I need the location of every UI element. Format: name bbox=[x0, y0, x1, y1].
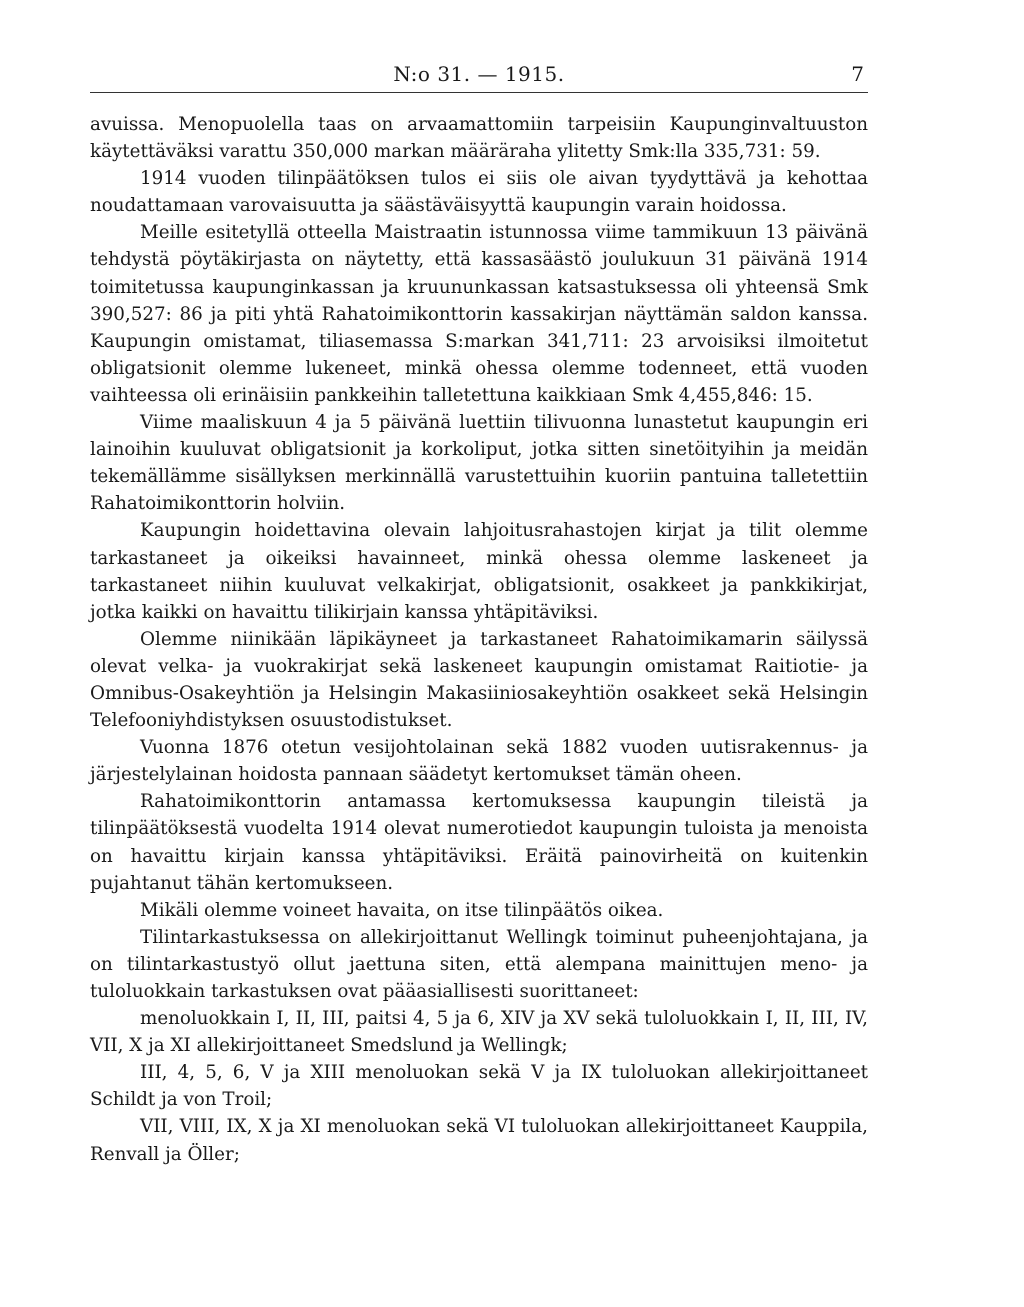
page-header bbox=[90, 58, 868, 93]
paragraph: Olemme niinikään läpikäyneet ja tarkastaneet Rahatoimikamarin säilyssä olevat velka- ja vuokrakirjat sekä laskeneet kaupungin omistamat Raitiotie- ja Omnibus-Osakeyhtiön ja Helsingin Makasiiniosakeyhtiön osakkeet sekä Helsingin Telefooniyhdistyksen osuustodistukset. bbox=[90, 628, 868, 732]
header-title: N:o 31. — 1915. bbox=[393, 62, 565, 86]
paragraph: Tilintarkastuksessa on allekirjoittanut Wellingk toiminut puheenjohtajana, ja on tilintarkastustyö ollut jaettuna siten, että alempana mainittujen meno- ja tuloluokkain tarkastuksen ovat pääasiallisesti suorittaneet: bbox=[90, 926, 868, 1002]
paragraph: Rahatoimikonttorin antamassa kertomuksessa kaupungin tileistä ja tilinpäätöksestä vuodelta 1914 olevat numerotiedot kaupungin tuloista ja menoista on havaittu kirjain kanssa yhtäpitäviksi. Eräitä painovirheitä on kuitenkin pujahtanut tähän kertomukseen. bbox=[90, 791, 868, 894]
paragraph: Vuonna 1876 otetun vesijohtolainan sekä 1882 vuoden uutisrakennus- ja järjestelylainan hoidosta pannaan säädetyt kertomukset tämän oheen. bbox=[90, 737, 868, 786]
paragraph: Kaupungin hoidettavina olevain lahjoitusrahastojen kirjat ja tilit olemme tarkastaneet ja oikeiksi havainneet, minkä ohessa olemme laskeneet ja tarkastaneet niihin kuuluvat velkakirjat, obligatsionit, osakkeet ja pankkikirjat, jotka kaikki on havaittu tilikirjain kanssa yhtäpitäviksi. bbox=[90, 520, 868, 623]
page-number: 7 bbox=[851, 62, 864, 86]
paragraph: Meille esitetyllä otteella Maistraatin istunnossa viime tammikuun 13 päivänä tehdystä pöytäkirjasta on näytetty, että kassasäästö joulukuun 31 päivänä 1914 toimitetussa kaupunginkassan ja kruununkassan katsastuksessa oli yhteensä Smk 390,527: 86 ja piti yhtä Rahatoimikonttorin kassakirjan näyttämän saldon kanssa. Kaupungin omistamat, tiliasemassa S:markan 341,711: 23 arvoisiksi ilmoitetut obligatsionit olemme lukeneet, minkä ohessa olemme todenneet, että vuoden vaihteessa oli erinäisiin pankkeihin talletettuna kaikkiaan Smk 4,455,846: 15. bbox=[90, 222, 868, 406]
paragraph: III, 4, 5, 6, V ja XIII menoluokan sekä V ja IX tuloluokan allekirjoittaneet Schildt ja von Troil; bbox=[90, 1062, 868, 1111]
paragraph: menoluokkain I, II, III, paitsi 4, 5 ja 6, XIV ja XV sekä tuloluokkain I, II, III, IV, VII, X ja XI allekirjoittaneet Smedslund ja Wellingk; bbox=[90, 1008, 868, 1057]
paragraph: VII, VIII, IX, X ja XI menoluokan sekä VI tuloluokan allekirjoittaneet Kauppila, Renvall ja Öller; bbox=[90, 1116, 868, 1165]
body-text bbox=[90, 111, 868, 1168]
paragraph: Viime maaliskuun 4 ja 5 päivänä luettiin tilivuonna lunastetut kaupungin eri lainoihin kuuluvat obligatsionit ja korkoliput, jotka sitten sinetöityihin ja meidän tekemällämme sisällyksen merkinnällä varustettuihin kuoriin pantuina talletettiin Rahatoimikonttorin holviin. bbox=[90, 412, 868, 515]
paragraph: Mikäli olemme voineet havaita, on itse tilinpäätös oikea. bbox=[140, 899, 664, 921]
paragraph: 1914 vuoden tilinpäätöksen tulos ei siis ole aivan tyydyttävä ja kehottaa noudattamaan varovaisuutta ja säästäväisyyttä kaupungin varain hoidossa. bbox=[90, 168, 868, 217]
paragraph: avuissa. Menopuolella taas on arvaamattomiin tarpeisiin Kaupunginvaltuuston käytettäväksi varattu 350,000 markan määräraha ylitetty Smk:lla 335,731: 59. bbox=[90, 114, 868, 163]
document-page bbox=[90, 58, 868, 1168]
